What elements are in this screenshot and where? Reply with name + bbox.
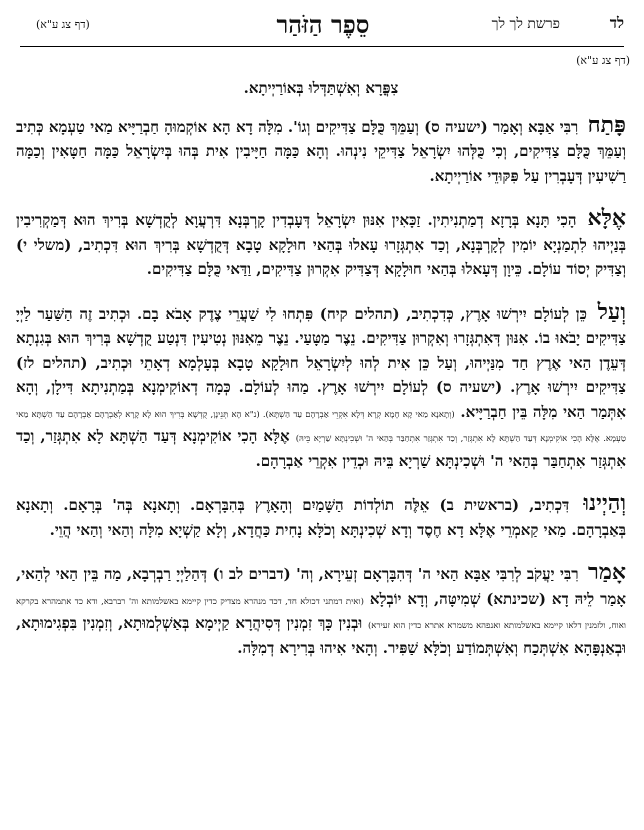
book-title: סֵפֶר הַזֹּהַר (276, 10, 370, 39)
paragraph-tail: אֶלָּא הָכִי אוֹקִימְנָא דְּעַד הַשְׁתָּא לָא אִתְגְּזַר, וְכַד אִתְגְּזַר אִתְחַבַּר בְּהַאי ה' וּשְׁכִינְתָּא שַׁרְיָא בֵּיהּ וּכְדֵין אִקְרֵי אַבְרָהָם. (16, 427, 626, 470)
paragraph-text: דִּכְתִיב, (בראשית ב) אֵלֶּה תוֹלְדוֹת הַשָּׁמַיִם וְהָאָרֶץ בְּהִבָּרְאָם. וְתָאנָא בְּה' בְּרָאָם. וְתָאנָא בְּאַבְרָהָם. מַאי קַאמְרֵי אֶלָּא דָא חֶסֶד וְדָא שְׁכִינְתָּא וְכֹלָּא נָחִית כַּחֲדָא, וְלָא קַשְׁיָא מִלָּה וְהַאי וְהַאי הֲוֵי. (16, 496, 626, 539)
daf-marker: (דף צג ע"א) (576, 54, 630, 67)
header-rule (20, 46, 624, 47)
paragraph (16, 113, 626, 189)
text-body (16, 76, 626, 678)
paragraph-note: (ואית דמתני דכולא חד, דכד מנהרא מצדיק כדין קיימא באשלמותא וה' רברבא, ודא כד אתמהרא בקרקא ואוח, ולזמנין דלאו קיימא באשלמותא ואנפהא משמרא אתרא כדין הוא זעירא) (16, 596, 626, 631)
page-number: לד (609, 14, 624, 32)
parsha-name: פרשת לך לך (491, 16, 560, 32)
paragraph-lead-word: פָּתַח (587, 111, 626, 138)
paragraph-tail: וּבְנִין כָּךְ זִמְנִין דְּסִיהֲרָא קַיְימָא בְּאַשְׁלְמוּתָא, וְזִמְנִין בִּפְגִימוּתָא, וּבְאַנְפָּהָא אִשְׁתְּכַח וְאִשְׁתְּמוֹדַע וְכֹלָּא שַׁפִּיר. וְהָאי אִיהוּ בְּרִירָא דְמִלָּה. (16, 614, 626, 657)
intro-line: צִפֳּרָא וְאִשְׁתַּדְּלוּ בְּאוֹרַיְיתָא. (243, 79, 399, 97)
paragraph-lead-word: אָמַר (588, 559, 626, 585)
paragraph-lead-word: וְהַיְינוּ (583, 490, 626, 516)
paragraph (16, 300, 626, 474)
paragraph (16, 491, 626, 542)
paragraph-text: רִבִּי יַעֲקֹב לְרִבִּי אַבָּא הַאי ה' דְּהִבָּרְאָם זְעֵירָא, וְה' (דברים לב ו) דְּהַלַיְיָ רַבְרְבָא, מַה בֵּין הַאי לְהַאי, אָמַר לֵיהּ דָא (שכינתא) שְׁמִיטָּה, וְדָא יוֹבְלָא (16, 565, 626, 608)
paragraph-lead-word: וְעַל (597, 298, 626, 325)
paragraph (16, 560, 626, 660)
paragraph-text: רִבִּי אַבָּא וְאָמַר (ישעיה ס) וְעַמֵּךְ כֻּלָּם צַדִּיקִים וְגוֹ'. מִלָּה דָא הָא אוֹקְמוּהָ חַבְרַיָּיא מַאי טַעְמָא כְּתִיב וְעַמֵּךְ כֻּלָּם צַדִּיקִים, וְכִי כֻּלְּהוּ יִשְׂרָאֵל צַדִּיקֵי נִינְהוּ. וְהָא כַּמָּה חַיָּיבִין אִית בְּהוּ בְּיִשְׂרָאֵל כַּמָּה חַטָּאִין וְכַמָּה רַשִׁיעִין דְּעָבְרִין עַל פִּקּוּדֵי אוֹרַיְיתָא. (16, 117, 626, 185)
paragraph-text: הָכִי תָּנָא בְּרָזָא דְמַתְנִיתִין. זַכָּאִין אִנּוּן יִשְׂרָאֵל דְּעָבְדִין קָרְבְּנָא דִּרְעֲוָא לְקֻדְשָׁא בְּרִיךְ הוּא דְּמַקְרִיבִין בְּנַיְיהוּ לִתְמַנְיָא יוֹמִין לְקָרְבְּנָא, וְכַד אִתְגְּזָרוּ עָאלוּ בְּהַאי חוּלָקָא טָבָא דְּקֻדְשָׁא בְּרִיךְ הוּא דִּכְתִיב, (משלי י) וְצַדִּיק יְסוֹד עוֹלָם. כֵּיוָן דְּעָאלוּ בְּהַאי חוּלָקָא דְּצַדִּיק אִקְרוּן צַדִּיקִים, וַדַּאי כֻּלָּם צַדִּיקִים. (16, 211, 626, 278)
paragraph-text: כֵּן לְעוֹלָם יִירְשׁוּ אָרֶץ, כְּדִכְתִיב, (תהלים קיח) פִּתְחוּ לִי שַׁעֲרֵי צֶדֶק אָבֹא בָם. וּכְתִיב זֶה הַשַּׁעַר לַיְיָ צַדִּיקִים יָבֹאוּ בוֹ. אִנּוּן דְּאִתְגְּזָרוּ וְאִקְרוּן צַדִּיקִים. נֵצֶר מַטָּעַי. נֵצֶר מֵאִנּוּן נְטִיעִין דִּנְטַע קֻדְשָׁא בְּרִיךְ הוּא בְּגִנְתָא דְּעֵדֶן הַאי אֶרֶץ חַד מִנַּיְיהוּ, וְעַל כֵּן אִית לְהוּ לְיִשְׂרָאֵל חוּלָקָא טָבָא בְּעָלְמָא דְאָתֵי וּכְתִיב, (תהלים לז) צַדִּיקִים יִירְשׁוּ אָרֶץ. (ישעיה ס) לְעוֹלָם יִירְשׁוּ אָרֶץ. מַהוּ לְעוֹלָם. כְּמָה דְאוֹקִימְנָא בְּמַתְנִיתָא דִּילָן, וְהָא אִתְּמַר הַאי מִלָּה בֵּין חַבְרַיָּיא. (16, 304, 626, 421)
paragraph-lead-word: אֶלָּא (587, 205, 626, 231)
paragraph-note: (וְתָאנָא מַאי קָא חָמָא קְרָא דְּלָא אִקְרֵי אַבְרָהָם עַד הַשְׁתָּא). (נ"א הָא תְּנֵינָן, קֻדְשָׁא בְּרִיךְ הוּא לָא קָרָא לְאַבְרָהָם אַבְרָהָם עַד הַשְׁתָּא מַאי טַעְמָא. אֶלָּא הָכִי אוֹקִימְנָא דְּעַד הַשְׁתָּא לָא אִתְגְּזַר, וְכַד אִתְגְּזַר אִתְחַבַּר בְּהַאי ה' וּשְׁכִינְתָּא שַׁרְיָא בֵּיהּ) (16, 409, 626, 444)
paragraph (16, 206, 626, 282)
header-daf: (דף צג ע"א) (36, 18, 90, 31)
page-header (16, 10, 630, 50)
